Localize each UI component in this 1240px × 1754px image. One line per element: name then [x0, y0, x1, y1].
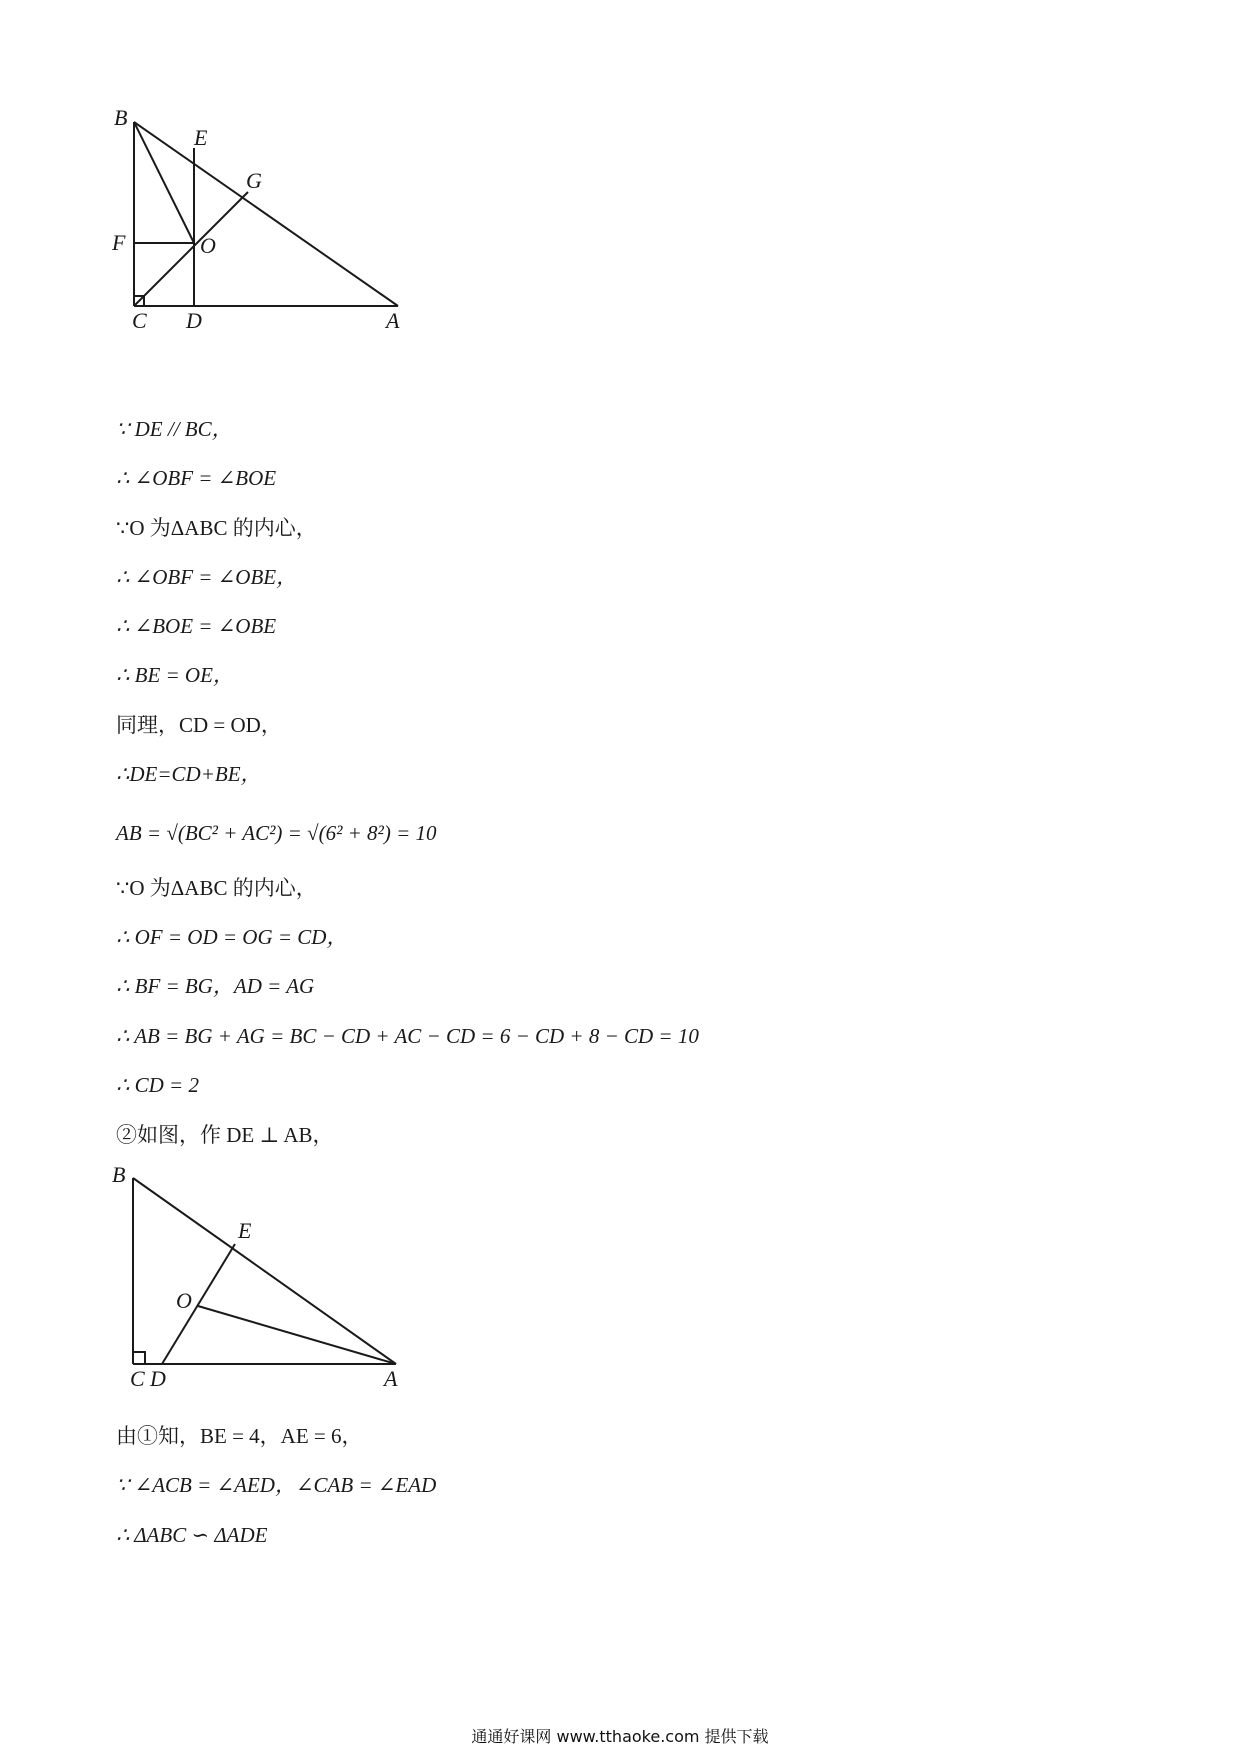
figure-1	[100, 100, 420, 340]
label-A: A	[384, 1366, 398, 1391]
proof-line-17: ∵ ∠ACB = ∠AED，∠CAB = ∠EAD	[116, 1473, 437, 1497]
proof-line-15: ②如图，作 DE ⊥ AB，	[116, 1123, 334, 1147]
proof-line-11: ∴ OF = OD = OG = CD，	[116, 925, 348, 949]
proof-line-18: ∴ ΔABC ∽ ΔADE	[116, 1523, 268, 1547]
proof-line-1: ∵ DE // BC，	[116, 417, 233, 441]
label-B: B	[112, 1162, 126, 1187]
label-G: G	[246, 168, 262, 193]
label-A: A	[386, 308, 400, 333]
proof-line-4: ∴ ∠OBF = ∠OBE，	[116, 565, 298, 589]
proof-line-9: AB = √(BC² + AC²) = √(6² + 8²) = 10	[116, 821, 437, 845]
label-C: C	[132, 308, 147, 333]
label-O: O	[200, 233, 216, 258]
label-E: E	[194, 125, 208, 150]
proof-line-5: ∴ ∠BOE = ∠OBE	[116, 614, 277, 638]
proof-line-12: ∴ BF = BG，AD = AG	[116, 974, 315, 998]
label-D: D	[186, 308, 202, 333]
proof-line-7: 同理，CD = OD，	[116, 713, 282, 737]
proof-line-6: ∴ BE = OE，	[116, 663, 234, 687]
proof-line-13: ∴ AB = BG + AG = BC − CD + AC − CD = 6 − CD + 8 − CD = 10	[116, 1024, 699, 1048]
label-O: O	[176, 1288, 192, 1313]
proof-line-2: ∴ ∠OBF = ∠BOE	[116, 466, 277, 490]
proof-line-16: 由①知，BE = 4，AE = 6，	[116, 1424, 363, 1448]
proof-line-10: ∵O 为ΔABC 的内心，	[116, 876, 317, 900]
label-E: E	[238, 1218, 252, 1243]
page-footer: 通通好课网 www.tthaoke.com 提供下载	[471, 1727, 769, 1746]
label-C: C	[130, 1366, 145, 1391]
proof-line-8: ∴DE=CD+BE，	[116, 762, 262, 786]
label-D: D	[150, 1366, 166, 1391]
proof-line-14: ∴ CD = 2	[116, 1073, 199, 1097]
figure-2	[100, 1160, 420, 1400]
label-F: F	[112, 230, 126, 255]
proof-line-3: ∵O 为ΔABC 的内心，	[116, 516, 317, 540]
label-B: B	[114, 105, 128, 130]
